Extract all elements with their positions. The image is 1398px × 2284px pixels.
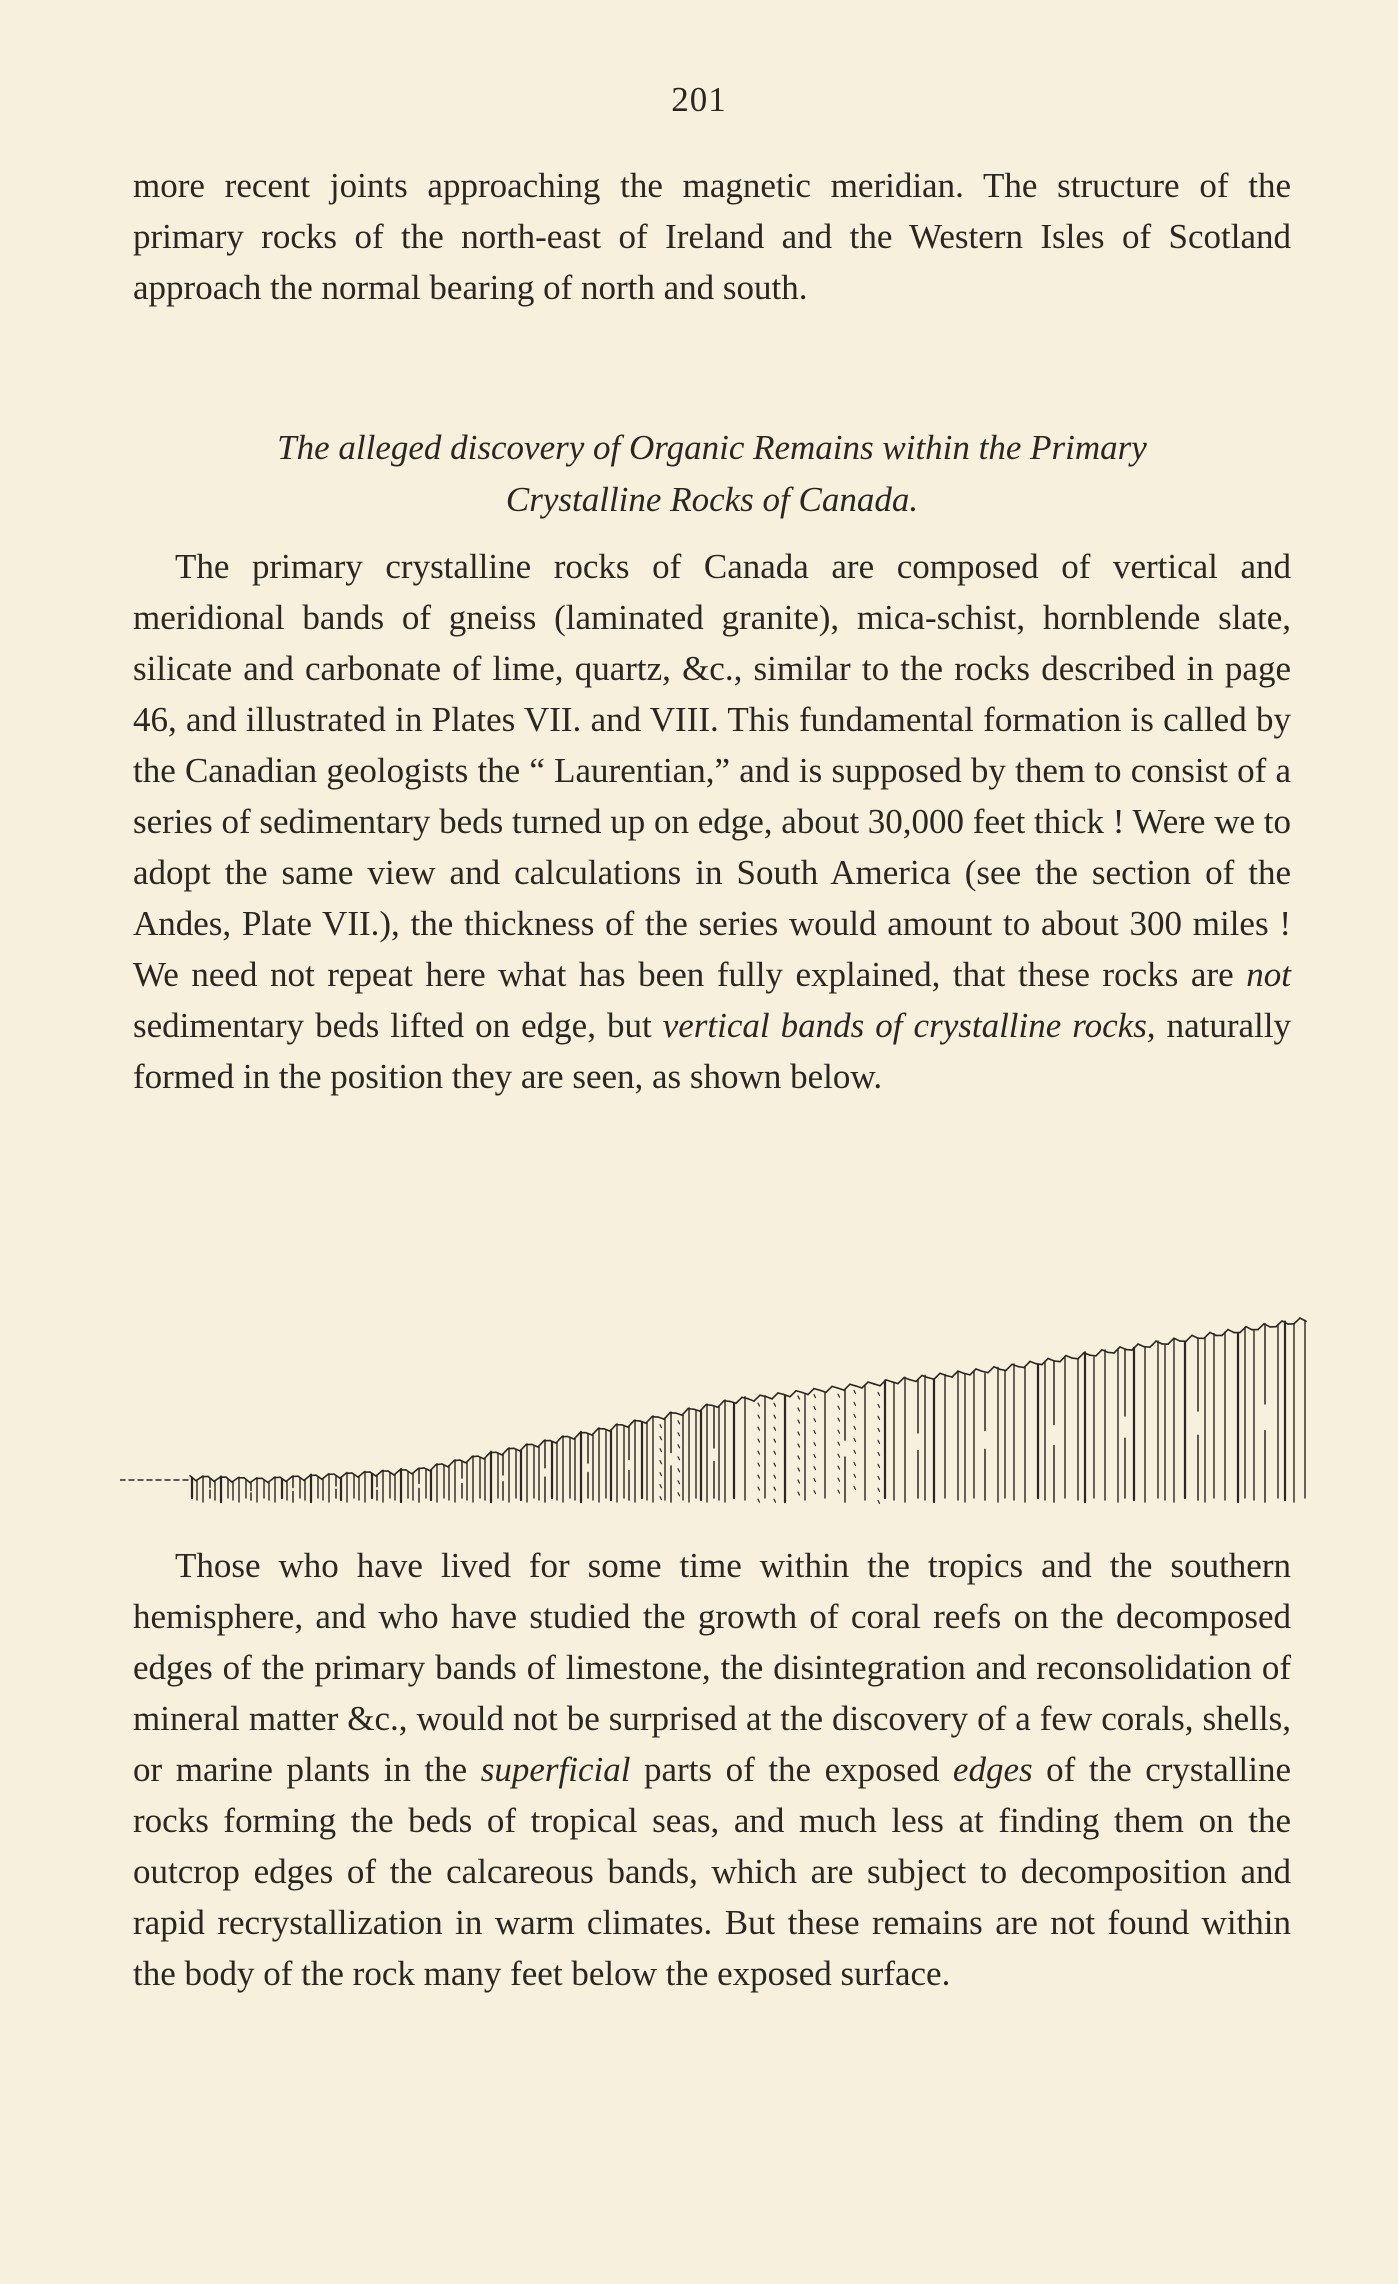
rock-surface	[1072, 1358, 1078, 1359]
rock-surface	[604, 1429, 610, 1431]
rock-surface	[976, 1369, 982, 1371]
rock-surface	[916, 1375, 922, 1381]
section-heading-line1: The alleged discovery of Organic Remains within the Primary	[277, 428, 1147, 467]
strata-dot	[660, 1425, 662, 1428]
rock-surface	[1078, 1353, 1084, 1359]
rock-surface	[748, 1399, 754, 1401]
rock-surface	[1258, 1324, 1264, 1330]
strata-dot	[838, 1466, 840, 1469]
strata-dot	[660, 1461, 662, 1464]
laurentian-em-vertical-bands: vertical bands of crystalline rocks,	[662, 1006, 1156, 1045]
strata-dot	[878, 1416, 880, 1419]
strata-dot	[838, 1442, 840, 1445]
strata-dot	[678, 1445, 680, 1448]
rock-surface	[226, 1477, 232, 1482]
rock-surface	[1156, 1341, 1162, 1344]
strata-dot	[798, 1420, 800, 1423]
rock-surface	[1108, 1352, 1114, 1353]
rock-surface	[1030, 1361, 1036, 1363]
strata-dot	[774, 1427, 776, 1430]
rock-surface	[910, 1380, 916, 1382]
rock-surface	[1210, 1332, 1216, 1335]
strata-dot	[660, 1473, 662, 1476]
strata-dot	[660, 1485, 662, 1488]
rock-surface	[316, 1475, 322, 1479]
laurentian-text-1: The primary crystalline rocks of Canada are composed of vertical and meridional bands of gneiss (laminated granite), mica-schist, hornblende slate, silicate and carbonate of lime, quartz, &c., similar to the rocks described in page 46, and illustrated in Plates VII. and VIII. This fundamental formation is called by the Canadian geologists the “ Laurentian,” and is supposed by them to consist of a series of sedimentary beds turned up on edge, about 30,000 feet thick ! Were we to adopt the same view and calculations in South America (see the section of the Andes, Plate VII.), the thickness of the series would amount to about 300 miles ! We need not repeat here what has been fully explained, that these rocks are	[133, 547, 1291, 994]
strata-dot	[798, 1468, 800, 1471]
rock-surface	[1006, 1364, 1012, 1370]
strata-dot	[798, 1456, 800, 1459]
laurentian-text-3: naturally formed in the position they are seen, as shown below.	[133, 1006, 1291, 1096]
rock-surface	[892, 1382, 898, 1384]
rock-surface	[946, 1376, 952, 1378]
strata-dot	[878, 1428, 880, 1431]
strata-dot	[798, 1432, 800, 1435]
strata-dot	[814, 1455, 816, 1458]
laurentian-paragraph	[133, 541, 1291, 1102]
strata-dot	[854, 1414, 856, 1417]
strata-dot	[854, 1402, 856, 1405]
rock-surface	[934, 1373, 940, 1379]
strata-dot	[814, 1443, 816, 1446]
strata-dot	[854, 1438, 856, 1441]
strata-dot	[838, 1490, 840, 1493]
strata-dot	[838, 1394, 840, 1397]
rock-surface	[1294, 1318, 1300, 1324]
laurentian-em-not: not	[1246, 955, 1291, 994]
strata-dot	[774, 1451, 776, 1454]
rock-surface	[442, 1464, 448, 1467]
rock-surface	[262, 1478, 268, 1482]
strata-dot	[814, 1419, 816, 1422]
strata-dot	[838, 1406, 840, 1409]
rock-surface	[244, 1478, 250, 1483]
strata-dot	[838, 1418, 840, 1421]
strata-dot	[854, 1474, 856, 1477]
strata-dot	[758, 1499, 760, 1502]
rock-surface	[208, 1476, 214, 1481]
strata-dot	[878, 1488, 880, 1491]
rock-surface	[856, 1386, 862, 1388]
strata-dot	[814, 1491, 816, 1494]
strata-dot	[758, 1415, 760, 1418]
strata-dot	[878, 1440, 880, 1443]
strata-dot	[814, 1479, 816, 1482]
strata-dot	[678, 1433, 680, 1436]
rock-surface	[568, 1437, 574, 1439]
rock-surface	[712, 1405, 718, 1407]
rock-surface	[334, 1474, 340, 1478]
rock-surface	[460, 1460, 466, 1463]
strata-dot	[660, 1449, 662, 1452]
strata-dot	[798, 1492, 800, 1495]
strata-dot	[798, 1480, 800, 1483]
strata-dot	[878, 1476, 880, 1479]
rock-surface	[406, 1470, 412, 1474]
rock-surface	[496, 1452, 502, 1455]
rock-surface	[958, 1371, 964, 1373]
rock-surface	[1036, 1364, 1042, 1365]
strata-dot	[758, 1427, 760, 1430]
strata-dot	[774, 1415, 776, 1418]
strata-dot	[758, 1403, 760, 1406]
rock-surface	[1228, 1330, 1234, 1333]
strata-dot	[854, 1390, 856, 1393]
intro-paragraph: more recent joints approaching the magnetic meridian. The structure of the primary rocks of the north-east of Ireland and the Western Isles of Scotland approach the normal bearing of north and south.	[133, 166, 1291, 307]
coral-em-edges: edges	[952, 1750, 1033, 1789]
rock-surface	[1246, 1327, 1252, 1330]
rock-surface	[478, 1456, 484, 1459]
rock-surface	[1012, 1364, 1018, 1366]
laurentian-paragraph-block	[133, 541, 1291, 1102]
rock-surface	[1174, 1338, 1180, 1341]
rock-surface	[1168, 1338, 1174, 1344]
coral-paragraph-block	[133, 1540, 1291, 1999]
rock-surface	[388, 1471, 394, 1475]
rock-surface	[826, 1386, 832, 1392]
strata-dot	[678, 1421, 680, 1424]
rock-surface	[778, 1393, 784, 1395]
rock-surface	[796, 1391, 802, 1393]
strata-dot	[814, 1467, 816, 1470]
rock-surface	[1114, 1347, 1120, 1353]
strata-dot	[838, 1430, 840, 1433]
rock-surface	[1054, 1361, 1060, 1362]
strata-dot	[814, 1407, 816, 1410]
strata-dot	[878, 1500, 880, 1503]
strata-dot	[854, 1426, 856, 1429]
rock-surface	[766, 1397, 772, 1399]
coral-paragraph	[133, 1540, 1291, 1999]
strata-dot	[774, 1403, 776, 1406]
strata-dot	[854, 1462, 856, 1465]
rock-surface	[982, 1371, 988, 1372]
strata-dot	[758, 1463, 760, 1466]
page-number: 201	[671, 80, 727, 119]
strata-dot	[878, 1392, 880, 1395]
strata-dot	[678, 1469, 680, 1472]
rock-surface	[838, 1388, 844, 1390]
rock-surface	[1150, 1341, 1156, 1347]
strata-dot	[798, 1444, 800, 1447]
rock-surface	[1138, 1344, 1144, 1347]
strata-dot	[878, 1464, 880, 1467]
rock-surface	[1066, 1356, 1072, 1358]
strata-dot	[660, 1497, 662, 1500]
strata-dot	[758, 1487, 760, 1490]
strata-dot	[774, 1439, 776, 1442]
section-heading-line2: Crystalline Rocks of Canada.	[505, 480, 919, 519]
strata-dot	[774, 1499, 776, 1502]
rock-surface	[586, 1433, 592, 1435]
section-heading	[133, 422, 1291, 526]
rock-surface	[514, 1448, 520, 1451]
rock-surface	[1096, 1350, 1102, 1356]
rock-surface	[820, 1390, 826, 1392]
rock-surface	[952, 1371, 958, 1377]
rock-surface	[1186, 1335, 1192, 1341]
rock-surface	[832, 1386, 838, 1388]
rock-surface	[814, 1389, 820, 1391]
rock-surface	[1276, 1321, 1282, 1327]
coral-text-1: Those who have lived for some time within the tropics and the southern hemisphere, and who have studied the growth of coral reefs on the decomposed edges of the primary bands of limestone, the disintegration and reconsolidation of mineral matter &c., would not be surprised at the discovery of a few corals, shells, or marine plants in the	[133, 1546, 1291, 1789]
coral-text-3: of the crystalline rocks forming the beds of tropical seas, and much less at finding them on the outcrop edges of the calcareous bands, which are subject to decomposition and rapid recrystallization in warm climates. But these remains are not found within the body of the rock many feet below the exposed surface.	[133, 1750, 1291, 1993]
strata-dot	[878, 1404, 880, 1407]
rock-surface	[790, 1391, 796, 1397]
rock-surface	[808, 1389, 814, 1395]
strata-dot	[678, 1481, 680, 1484]
rock-surface	[1000, 1369, 1006, 1370]
rock-surface	[1192, 1335, 1198, 1338]
rock-surface	[898, 1378, 904, 1384]
strata-dot	[878, 1452, 880, 1455]
strata-dot	[758, 1439, 760, 1442]
rock-surface	[532, 1444, 538, 1447]
rock-surface	[352, 1473, 358, 1477]
rock-surface	[424, 1468, 430, 1471]
rock-section-figure	[120, 1305, 1320, 1520]
rock-surface	[298, 1476, 304, 1480]
strata-dot	[838, 1454, 840, 1457]
rock-surface	[694, 1409, 700, 1411]
rock-surface	[754, 1395, 760, 1401]
rock-surface	[850, 1384, 856, 1386]
strata-dot	[774, 1475, 776, 1478]
strata-dot	[678, 1457, 680, 1460]
strata-dot	[660, 1437, 662, 1440]
rock-surface	[658, 1417, 664, 1419]
strata-dot	[814, 1431, 816, 1434]
strata-dot	[854, 1486, 856, 1489]
strata-dot	[758, 1475, 760, 1478]
intro-paragraph-block	[133, 160, 1291, 313]
strata-dot	[678, 1493, 680, 1496]
rock-surface	[1090, 1355, 1096, 1356]
strata-dot	[774, 1487, 776, 1490]
rock-surface	[730, 1401, 736, 1403]
laurentian-text-2: sedimentary beds lifted on edge, but	[133, 1006, 663, 1045]
coral-text-2: parts of the exposed	[630, 1750, 953, 1789]
strata-dot	[854, 1450, 856, 1453]
rock-surface	[1018, 1367, 1024, 1368]
strata-dot	[838, 1478, 840, 1481]
rock-surface	[1048, 1359, 1054, 1361]
strata-dot	[814, 1395, 816, 1398]
rock-surface	[994, 1367, 1000, 1370]
rock-surface	[988, 1367, 994, 1373]
strata-dot	[798, 1396, 800, 1399]
strata-dot	[798, 1408, 800, 1411]
rock-surface	[868, 1382, 874, 1384]
coral-em-superficial: superficial	[480, 1750, 631, 1789]
rock-surface	[622, 1425, 628, 1427]
strata-dot	[758, 1451, 760, 1454]
strata-dot	[774, 1463, 776, 1466]
rock-surface	[874, 1384, 880, 1386]
rock-surface	[886, 1380, 892, 1382]
rock-surface	[736, 1397, 742, 1403]
rock-surface	[676, 1413, 682, 1415]
rock-surface	[970, 1369, 976, 1375]
rock-surface	[772, 1393, 778, 1399]
